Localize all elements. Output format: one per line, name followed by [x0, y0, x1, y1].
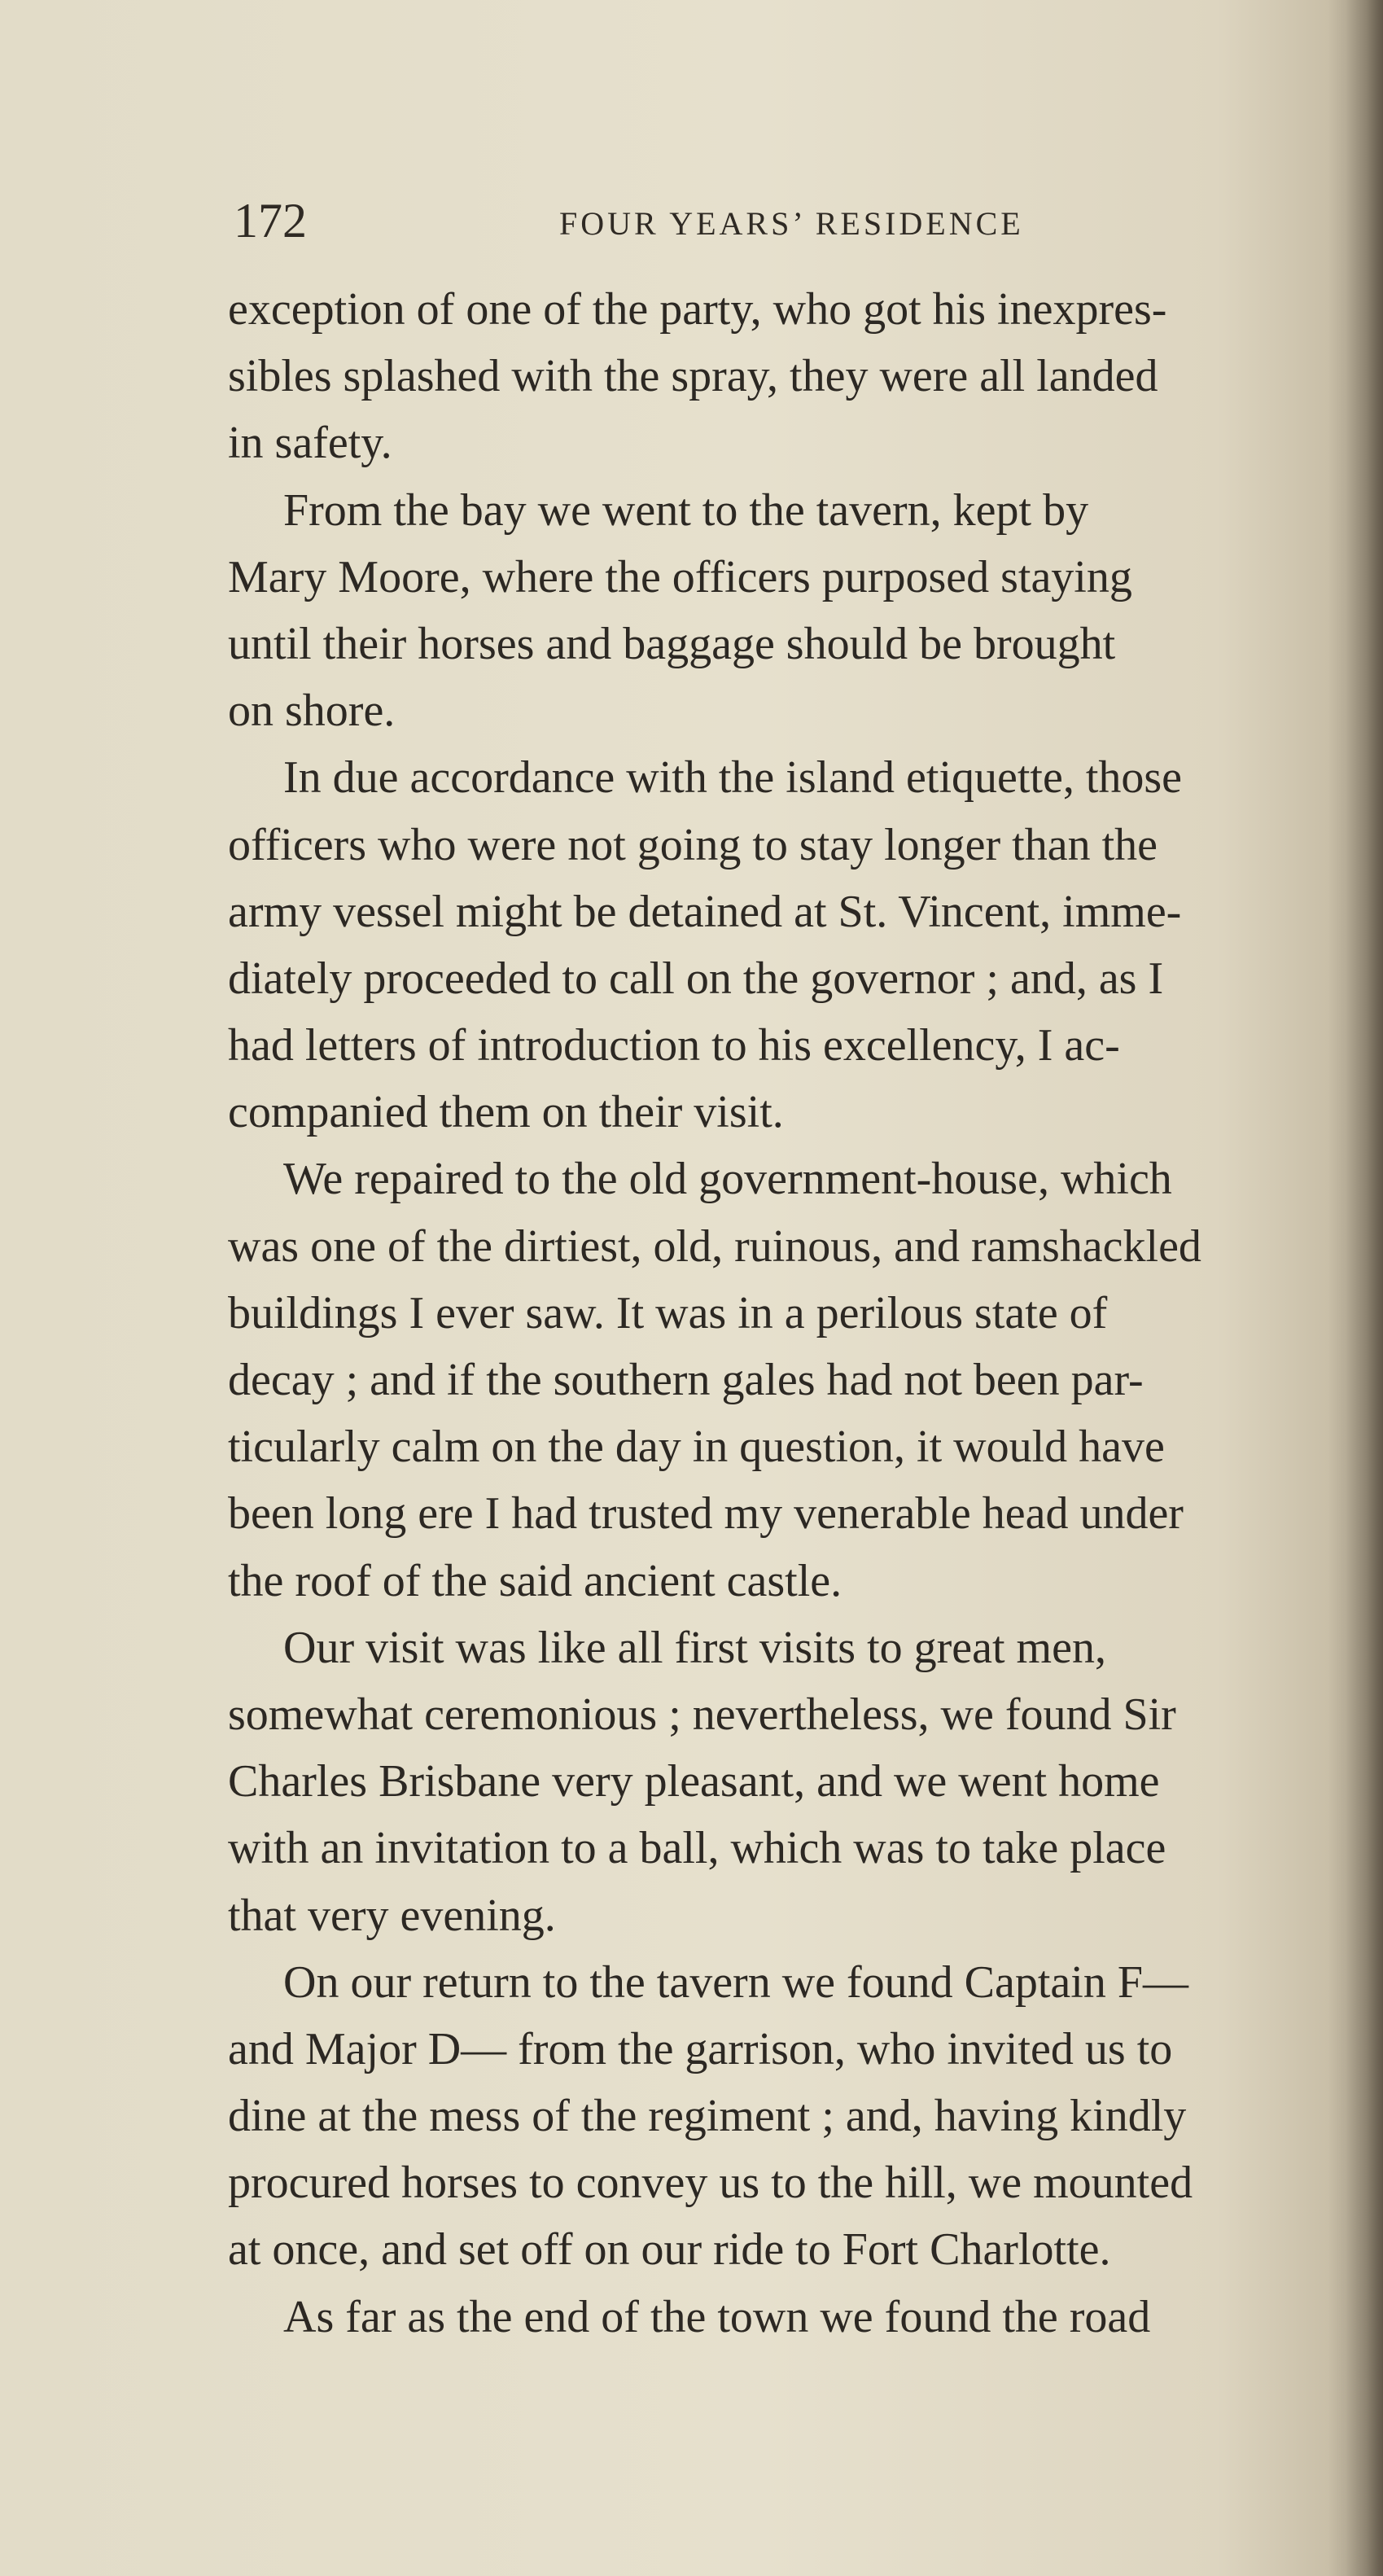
text-line: been long ere I had trusted my venerable head under	[228, 1488, 1184, 1540]
paragraph	[228, 2284, 1351, 2350]
text-line: army vessel might be detained at St. Vincent, imme-	[228, 886, 1182, 937]
text-line: In due accordance with the island etiquette, those	[283, 752, 1183, 804]
text-line: Our visit was like all first visits to great men,	[283, 1622, 1106, 1673]
text-line: dine at the mess of the regiment ; and, having kindly	[228, 2091, 1187, 2142]
text-line: sibles splashed with the spray, they were all landed	[228, 351, 1158, 402]
paragraph	[228, 276, 1351, 477]
body-text	[228, 276, 1351, 2350]
text-line: with an invitation to a ball, which was to take place	[228, 1823, 1166, 1874]
text-line: on shore.	[228, 686, 396, 737]
text-line: that very evening.	[228, 1890, 556, 1941]
text-line: diately proceeded to call on the governor ; and, as I	[228, 953, 1164, 1004]
text-line: On our return to the tavern we found Captain F—	[283, 1956, 1188, 2008]
text-line: ticularly calm on the day in question, it would have	[228, 1422, 1165, 1473]
text-line: had letters of introduction to his excellency, I ac-	[228, 1020, 1120, 1071]
paragraph	[228, 1146, 1351, 1614]
text-line: exception of one of the party, who got his inexpres-	[228, 284, 1167, 335]
text-line: was one of the dirtiest, old, ruinous, and ramshackled	[228, 1220, 1201, 1272]
text-line: until their horses and baggage should be brought	[228, 618, 1116, 669]
text-line: somewhat ceremonious ; nevertheless, we found Sir	[228, 1689, 1176, 1740]
text-line: We repaired to the old government-house, which	[283, 1154, 1172, 1205]
text-line: the roof of the said ancient castle.	[228, 1555, 842, 1606]
text-line: procured horses to convey us to the hill, we mounted	[228, 2158, 1193, 2209]
text-line: As far as the end of the town we found the road	[283, 2291, 1151, 2342]
paragraph	[228, 744, 1351, 1146]
text-line: decay ; and if the southern gales had not been par-	[228, 1355, 1144, 1405]
text-line: From the bay we went to the tavern, kept by	[283, 484, 1089, 536]
page-number: 172	[234, 194, 307, 248]
text-line: companied them on their visit.	[228, 1087, 784, 1138]
paragraph	[228, 1614, 1351, 1949]
text-line: Mary Moore, where the officers purposed staying	[228, 551, 1132, 602]
page-header	[234, 192, 1324, 257]
paragraph	[228, 477, 1351, 745]
text-line: officers who were not going to stay longer than the	[228, 819, 1158, 870]
text-line: at once, and set off on our ride to Fort Charlotte.	[228, 2224, 1111, 2276]
running-head: FOUR YEARS’ RESIDENCE	[559, 205, 1024, 242]
text-line: in safety.	[228, 418, 392, 469]
text-line: buildings I ever saw. It was in a perilous state of	[228, 1287, 1108, 1338]
paragraph	[228, 1949, 1351, 2284]
text-line: Charles Brisbane very pleasant, and we went home	[228, 1756, 1160, 1807]
text-line: and Major D— from the garrison, who invited us to	[228, 2023, 1173, 2074]
